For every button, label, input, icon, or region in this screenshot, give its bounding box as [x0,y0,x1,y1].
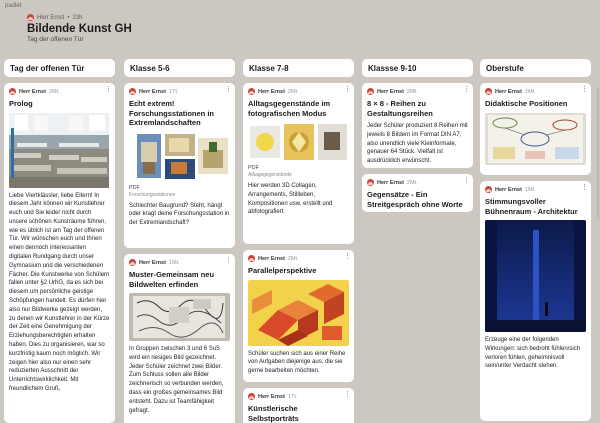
column-klasse-5-6 [124,59,235,423]
more-options-icon[interactable]: ⋮ [581,184,587,191]
author-avatar [248,88,255,95]
post-author-row [485,88,586,95]
post-time: 2Mt. [406,179,418,186]
post-author: Herr Ernst [377,88,404,95]
post-body: Liebe Viertklässler, liebe Eltern! In diesem Jahr können wir Kunstlehrer euch und Sie leider nicht durch unsere schönen Kunsträume führen, wie es üblich ist am Tag der offenen Tür. Wir wünschen euch und Ihnen einen dennoch interessanten digitalen Rundgang durch unser Gymnasium und die verschiedenen Fächer. Die Kunstwerke von Schülern fallen unter §2 UrhG, da es sich bei diesem um persönliche geistige Schöpfungen handelt. Es dürfen hier also nur Bildwerke gezeigt werden, zu denen wir Kunstlehrer in der Kürze der Zeit eine Genehmigung der Erziehungsberechtigten erhalten haben. Dies zu organisieren, war so kurzfristig kaum noch möglich. Wir zeigen hier also nur einen sehr reduzierten Ausschnitt der Unterrichtswirklichkeit. Mit freundlichem Gruß, [9,192,110,393]
post-time: 1Tt. [168,88,179,95]
classroom-photo[interactable] [9,113,110,188]
post-title: Prolog [9,99,33,108]
post-time: 1Mt. [168,259,180,266]
mindmap-photo[interactable] [485,113,586,165]
column-header[interactable]: Oberstufe [480,59,591,77]
more-options-icon[interactable]: ⋮ [581,86,587,93]
post-card[interactable] [4,83,115,423]
post-time: 2Mt. [287,255,299,262]
post-body: Hier werden 3D Collagen, Arrangements, Stillleben, Kompositionen usw. erstellt und abfotografiert. [248,183,333,216]
board-title: Bildende Kunst GH [27,23,132,35]
pdf-filename: Alltagsgegenstände [248,172,292,178]
author-avatar [485,88,492,95]
post-author: Herr Ernst [377,179,404,186]
post-body: Schüler suchen sich aus einer Reihe von Aufgaben diejenige aus, die sie gerne bearbeiten möchten. [248,350,346,375]
column-klasse-7-8 [243,59,354,423]
post-time: 1Tt. [287,393,298,400]
post-title: 8 × 8 - Reihen zu Gestaltungsreihen [367,99,433,118]
column-header[interactable]: Klasse 5-6 [124,59,235,77]
post-author: Herr Ernst [495,88,522,95]
pdf-filename: Forschungsstationen [129,191,176,198]
dot-separator: • [67,14,70,21]
post-title: Künstlerische Selbstporträts [248,404,299,423]
author-avatar [129,88,136,95]
post-author-row [129,259,230,266]
author-avatar [248,255,255,262]
post-title: Alltagsgegenstände im fotografischen Modus [248,99,331,118]
drawing-photo[interactable] [129,293,230,341]
post-author: Herr Ernst [258,88,285,95]
post-author: Herr Ernst [258,255,285,262]
board-header [27,14,132,43]
post-title: Didaktische Positionen [485,99,568,108]
column-tag-der-offenen-tuer [4,59,115,423]
post-author: Herr Ernst [495,186,522,193]
column-oberstufe [480,59,591,421]
pdf-badge: PDF [248,165,259,171]
post-author: Herr Ernst [139,88,166,95]
pdf-preview-images[interactable] [129,132,230,182]
post-time: 2Mt. [406,88,418,95]
post-title: Echt extrem! Forschungsstationen in Extremlandschaften [129,99,215,127]
padlet-logo[interactable]: padlet [5,3,22,9]
author-avatar [485,186,492,193]
author-avatar [27,14,34,21]
post-time: 2Mt. [287,88,299,95]
post-time: 2Mt. [524,88,536,95]
author-avatar [367,88,374,95]
post-card[interactable] [480,181,591,421]
board-author: Herr Ernst [37,14,65,21]
post-author-row [367,179,468,186]
post-card[interactable] [243,250,354,382]
board-time: 23h [72,14,83,21]
post-time: 2Mt. [48,88,60,95]
post-title: Muster-Gemeinsam neu Bildwelten erfinden [129,270,215,289]
board-subtitle: Tag der offenen Tür [27,36,84,43]
post-author-row [248,255,349,262]
post-author-row [129,88,230,95]
post-author-row [9,88,110,95]
author-avatar [367,179,374,186]
post-author-row [248,393,349,400]
post-time: 1Mt. [524,186,536,193]
post-card[interactable] [362,174,473,212]
column-header[interactable]: Klassse 9-10 [362,59,473,77]
post-author-row [248,88,349,95]
post-card[interactable] [362,83,473,168]
post-card[interactable] [243,388,354,423]
stage-photo[interactable] [485,220,586,332]
board-author-row [27,14,132,21]
column-header[interactable]: Klasse 7-8 [243,59,354,77]
more-options-icon[interactable]: ⋮ [105,86,111,93]
author-avatar [9,88,16,95]
column-header[interactable]: Tag der offenen Tür [4,59,115,77]
author-avatar [248,393,255,400]
more-options-icon[interactable]: ⋮ [225,257,231,264]
post-author-row [367,88,468,95]
post-card[interactable] [243,83,354,244]
post-author: Herr Ernst [19,88,46,95]
post-body: In Gruppen zwischen 3 und 6 SuS wird ein riesiges Bild gezeichnet. Jeder Schüler zeichnet zwei Bilder. Zum Schluss sollen alle Bilder zeichnerisch so verbunden werden, dass ein großes gemeinsames Bild entsteht. Dazu ist Teamfähigkeit gefragt. [129,346,224,414]
column-scrollbar[interactable] [597,88,599,218]
post-card[interactable] [124,83,235,248]
more-options-icon[interactable]: ⋮ [344,253,350,260]
column-klassse-9-10 [362,59,473,212]
post-card[interactable] [480,83,591,175]
post-body: Jeder Schüler produziert 8 Reihen mit jeweils 8 Bildern im Format DIN A7, also unendlich viele Kleinformate, genauer 64 Stück. Vielfalt ist ausdrücklich erwünscht. [367,123,468,165]
more-options-icon[interactable]: ⋮ [344,86,350,93]
author-avatar [129,259,136,266]
post-author: Herr Ernst [258,393,285,400]
more-options-icon[interactable]: ⋮ [225,86,231,93]
post-author: Herr Ernst [139,259,166,266]
post-title: Gegensätze - Ein Streitgespräch ohne Worte [367,190,463,209]
more-options-icon[interactable]: ⋮ [463,177,469,184]
post-title: Parallelperspektive [248,266,317,275]
post-author-row [485,186,586,193]
more-options-icon[interactable]: ⋮ [344,391,350,398]
post-body: Erzeuge eine der folgenden Wirkungen: sich bedroht fühlen/sich verloren fühlen, geheimnisvoll sein/unter Verdacht stehen. [485,337,581,370]
post-body: Schlechter Baugrund? Steht, hängt oder kragt deine Forschungsstation in der Extremlandschaft? [129,202,230,227]
more-options-icon[interactable]: ⋮ [463,86,469,93]
post-title: Stimmungsvoller Bühnenraum - Architektur [485,197,578,216]
pdf-preview-images[interactable] [248,122,349,162]
perspective-drawing[interactable] [248,280,349,346]
post-card[interactable] [124,254,235,423]
pdf-badge: PDF [129,184,140,191]
